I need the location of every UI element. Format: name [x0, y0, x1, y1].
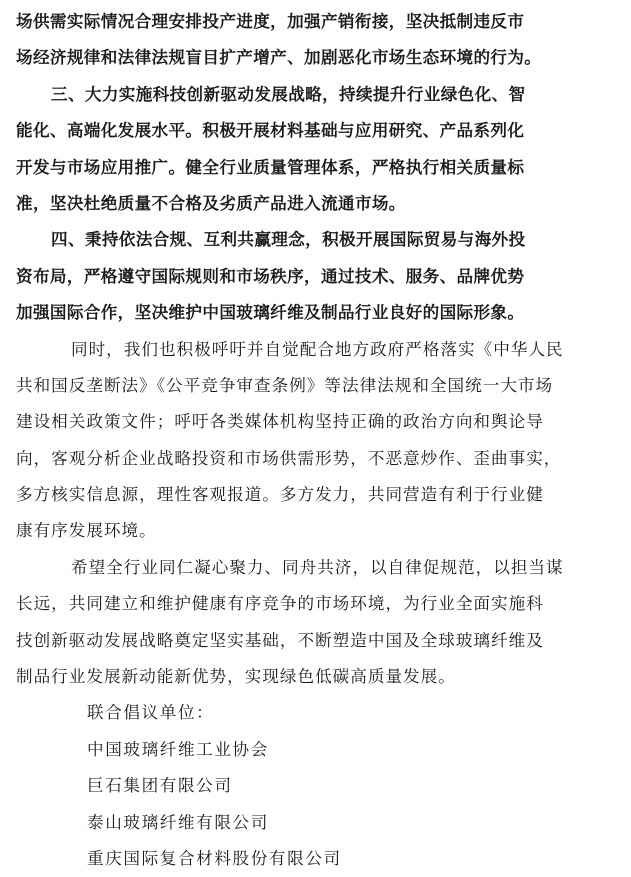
paragraph-line: 场经济规律和法律法规盲目扩产增产、加剧恶化市场生态环境的行为。	[16, 48, 542, 68]
paragraph-line: 技创新驱动发展战略奠定坚实基础，不断塑造中国及全球玻璃纤维及	[16, 630, 544, 650]
paragraph-line: 能化、高端化发展水平。积极开展材料基础与应用研究、产品系列化	[16, 121, 525, 141]
paragraph-line: 加强国际合作，坚决维护中国玻璃纤维及制品行业良好的国际形象。	[16, 303, 525, 323]
paragraph-line: 建设相关政策文件；呼吁各类媒体机构坚持正确的政治方向和舆论导	[16, 412, 544, 432]
signatory-organization: 中国玻璃纤维工业协会	[87, 739, 269, 759]
paragraph-line: 开发与市场应用推广。健全行业质量管理体系，严格执行相关质量标	[16, 157, 525, 177]
paragraph-line: 准，坚决杜绝质量不合格及劣质产品进入流通市场。	[16, 193, 406, 213]
paragraph-line: 三、大力实施科技创新驱动发展战略，持续提升行业绿色化、智	[51, 84, 526, 104]
paragraph-line: 康有序发展环境。	[16, 521, 157, 541]
paragraph	[16, 222, 621, 331]
paragraph-line: 向，客观分析企业战略投资和市场供需形势，不恶意炒作、歪曲事实，	[16, 448, 562, 468]
paragraph-line: 长远，共同建立和维护健康有序竞争的市场环境，为行业全面实施科	[16, 594, 544, 614]
signatory-organization: 重庆国际复合材料股份有限公司	[87, 848, 342, 868]
paragraph-line: 多方核实信息源，理性客观报道。多方发力，共同营造有利于行业健	[16, 485, 544, 505]
paragraph	[16, 550, 621, 696]
signatories-heading: 联合倡议单位：	[87, 703, 215, 723]
paragraph	[16, 4, 621, 77]
paragraph-line: 制品行业发展新动能新优势，实现绿色低碳高质量发展。	[16, 667, 456, 687]
paragraph-line: 希望全行业同仁凝心聚力、同舟共济，以自律促规范，以担当谋	[71, 557, 564, 577]
paragraph-line: 资布局，严格遵守国际规则和市场秩序，通过技术、服务、品牌优势	[16, 266, 525, 286]
paragraph-line: 同时，我们也积极呼吁并自觉配合地方政府严格落实《中华人民	[71, 339, 564, 359]
paragraph	[16, 77, 621, 223]
document-body	[16, 4, 621, 877]
signatory-organization: 泰山玻璃纤维有限公司	[87, 812, 269, 832]
paragraph-line: 场供需实际情况合理安排投产进度，加强产销衔接，坚决抵制违反市	[16, 12, 525, 31]
paragraph-line: 四、秉持依法合规、互利共赢理念，积极开展国际贸易与海外投	[51, 230, 526, 250]
paragraph	[16, 332, 621, 550]
signatory-organization: 巨石集团有限公司	[87, 776, 233, 796]
paragraph-line: 共和国反垄断法》《公平竞争审查条例》等法律法规和全国统一大市场	[16, 375, 554, 395]
